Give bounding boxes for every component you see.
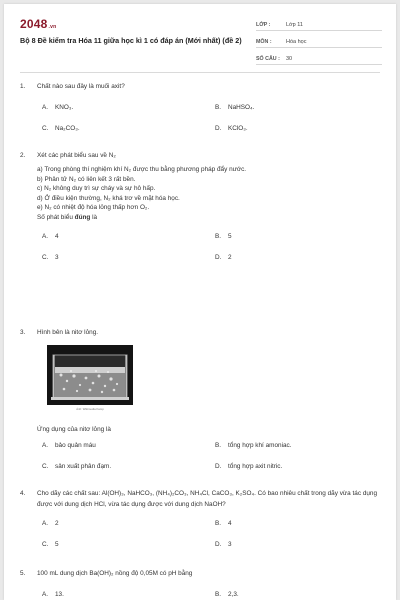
question-3 bbox=[20, 328, 382, 469]
option-b[interactable]: B. 5 bbox=[215, 232, 232, 240]
meta-value: 30 bbox=[286, 56, 293, 62]
question-number: 3. bbox=[20, 329, 26, 336]
option-c[interactable]: C. sản xuất phân đạm. bbox=[42, 462, 112, 470]
statement-list bbox=[37, 165, 382, 223]
option-d[interactable]: D. tổng hợp axit nitric. bbox=[215, 462, 283, 470]
liquid-nitrogen-image bbox=[47, 345, 133, 405]
statement-item: e) N₂ có nhiệt độ hóa lỏng thấp hơn O₂. bbox=[37, 204, 150, 212]
statement-item: a) Trong phòng thí nghiệm khí N₂ được thu bằng phương pháp đẩy nước. bbox=[37, 166, 247, 173]
figure-caption: Ảnh: Wikimedia Kamp bbox=[76, 407, 104, 411]
option-a[interactable]: A. bảo quản máu bbox=[42, 441, 96, 449]
statement-item: b) Phân tử N₂ có liên kết 3 rất bền. bbox=[37, 175, 136, 183]
question-2 bbox=[20, 151, 382, 261]
option-b[interactable]: B. NaHSO₄. bbox=[215, 104, 255, 111]
liquid-nitrogen-figure bbox=[47, 345, 133, 411]
option-c[interactable]: C. Na₂CO₃. bbox=[42, 125, 80, 132]
question-4 bbox=[20, 488, 382, 548]
question-5 bbox=[20, 569, 382, 598]
meta-row-count bbox=[256, 51, 382, 65]
question-text: Chất nào sau đây là muối axit? bbox=[37, 83, 125, 90]
question-text: Cho dãy các chất sau: Al(OH)₃, NaHCO₃, (NH₄)₂CO₃, NH₄Cl, CaCO₃, K₂SO₄. Có bao nhiêu chất trong dãy vừa tác dụng được với dung dịch HCl, vừa tác dụng được với dung dịch NaOH? bbox=[37, 490, 378, 508]
option-a[interactable]: A. 13. bbox=[42, 591, 64, 598]
option-d[interactable]: D. 3 bbox=[215, 541, 232, 548]
meta-row-class bbox=[256, 17, 382, 31]
option-a[interactable]: A. 2 bbox=[42, 520, 59, 527]
question-text: 100 mL dung dịch Ba(OH)₂ nồng độ 0,05M có pH bằng bbox=[37, 570, 193, 577]
document-page bbox=[4, 4, 396, 600]
option-a[interactable]: A. 4 bbox=[42, 232, 59, 240]
meta-value: Lớp 11 bbox=[286, 22, 303, 28]
statement-item: d) Ở điều kiện thường, N₂ khá trơ về mặt hóa học. bbox=[37, 194, 180, 202]
question-text: Hình bên là nitơ lỏng. bbox=[37, 329, 99, 336]
site-logo[interactable]: 2048.vn bbox=[20, 17, 57, 31]
document-title: Bộ 8 Đề kiểm tra Hóa 11 giữa học kì 1 có đáp án (Mới nhất) (đề 2) bbox=[20, 36, 242, 45]
question-number: 2. bbox=[20, 152, 26, 159]
option-d[interactable]: D. KClO₃. bbox=[215, 125, 248, 132]
option-b[interactable]: B. tổng hợp khí amoniac. bbox=[215, 441, 292, 449]
meta-key: MÔN : bbox=[256, 39, 272, 45]
question-1 bbox=[20, 82, 382, 132]
option-c[interactable]: C. 3 bbox=[42, 253, 59, 261]
question-text: Xét các phát biểu sau về N₂ bbox=[37, 152, 116, 159]
option-b[interactable]: B. 2,3. bbox=[215, 591, 239, 598]
statement-prompt: Số phát biểu đúng là bbox=[37, 213, 98, 221]
option-a[interactable]: A. KNO₃. bbox=[42, 104, 74, 111]
meta-key: LỚP : bbox=[256, 22, 271, 28]
header-divider bbox=[20, 72, 380, 73]
question-number: 4. bbox=[20, 490, 26, 497]
meta-row-subject bbox=[256, 34, 382, 48]
option-c[interactable]: C. 5 bbox=[42, 541, 59, 548]
option-d[interactable]: D. 2 bbox=[215, 253, 232, 261]
question-follow-up: Ứng dụng của nitơ lỏng là bbox=[37, 426, 111, 433]
statement-item: c) N₂ không duy trì sự cháy và sự hô hấp. bbox=[37, 185, 156, 193]
option-b[interactable]: B. 4 bbox=[215, 520, 232, 527]
question-number: 1. bbox=[20, 83, 26, 90]
meta-key: SỐ CÂU : bbox=[256, 56, 280, 62]
meta-value: Hóa học bbox=[286, 39, 307, 45]
question-number: 5. bbox=[20, 570, 26, 577]
document-meta bbox=[256, 17, 382, 68]
